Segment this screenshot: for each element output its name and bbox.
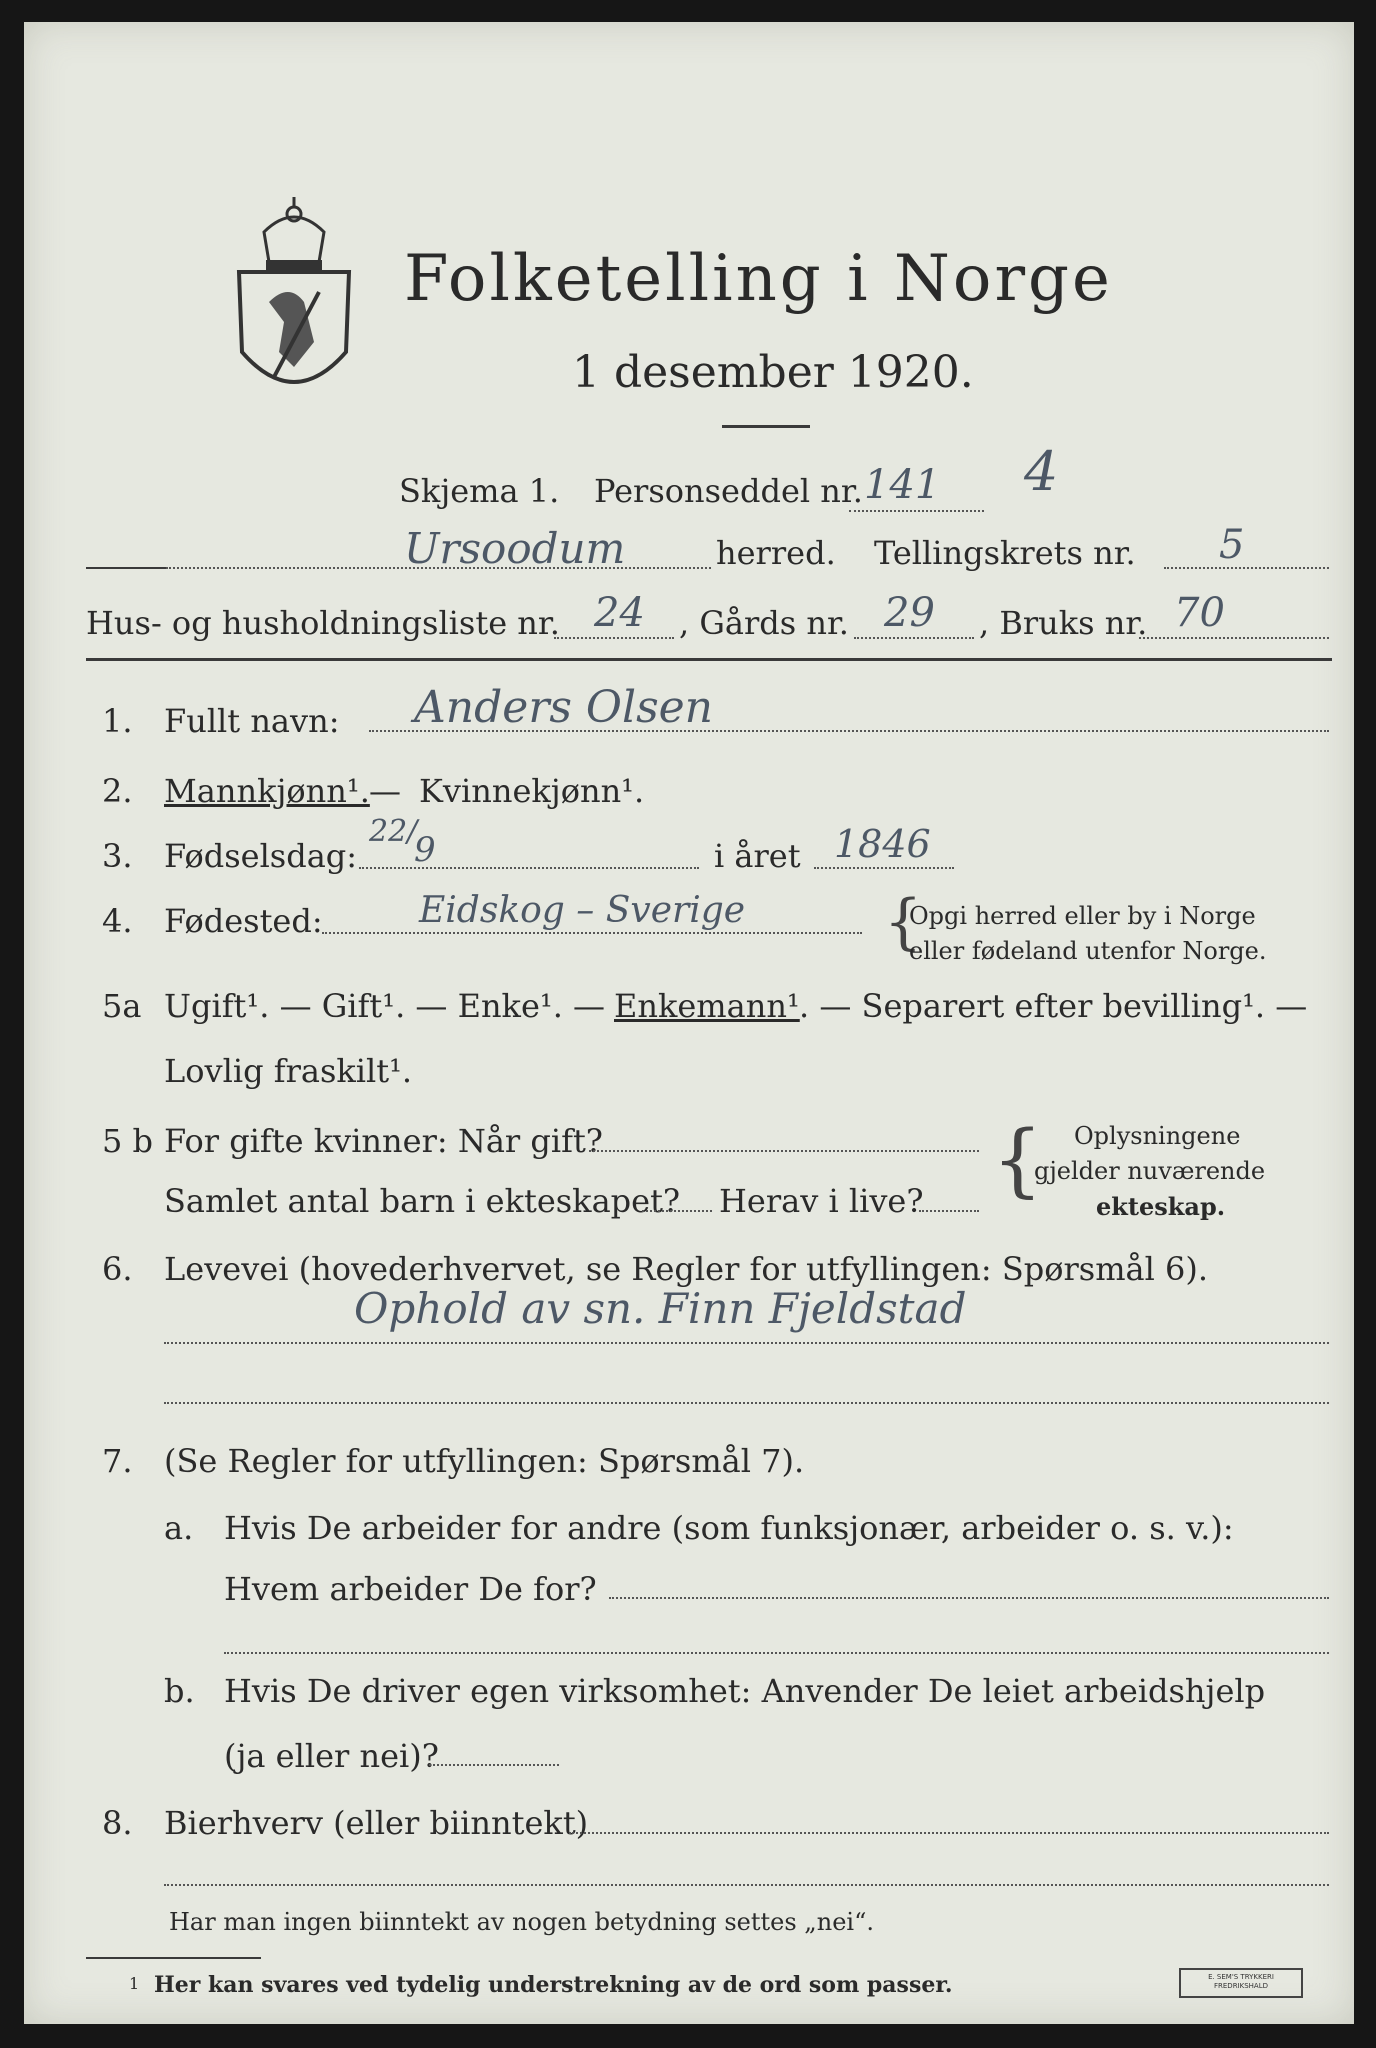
q8-field <box>569 1832 1329 1834</box>
q7b-answer-field <box>429 1764 559 1766</box>
q5a-number: 5a <box>102 987 142 1025</box>
q6-field-line1 <box>164 1342 1329 1344</box>
q5b-note-line1: Oplysningene <box>1074 1122 1241 1150</box>
title-divider <box>722 425 810 428</box>
gards-field <box>854 637 974 639</box>
personseddel-label: Personseddel nr. <box>594 472 863 510</box>
q5b-number: 5 b <box>102 1122 154 1160</box>
footnote-text: Her kan svares ved tydelig understrekning av de ord som passer. <box>154 1972 953 1998</box>
tellingskrets-field <box>1164 567 1329 569</box>
q7a-question: Hvis De arbeider for andre (som funksjonær, arbeider o. s. v.): <box>224 1509 1234 1547</box>
q3-number: 3. <box>102 837 133 875</box>
q4-note-line2: eller fødeland utenfor Norge. <box>909 937 1267 965</box>
q8-field-2 <box>164 1884 1329 1886</box>
q8-label: Bierhverv (eller biinntekt) <box>164 1804 589 1842</box>
q5b-note-line2: gjelder nuværende <box>1034 1157 1266 1185</box>
q1-label: Fullt navn: <box>164 702 340 740</box>
q2-male-option: Mannkjønn¹. <box>164 772 370 810</box>
census-form-sheet <box>24 22 1354 2024</box>
printer-stamp-line2: FREDRIKSHALD <box>1213 1982 1268 1990</box>
q7a-letter: a. <box>164 1509 194 1547</box>
q5b-alive-label: Herav i live? <box>719 1182 924 1220</box>
section-rule <box>86 658 1332 661</box>
bruks-field <box>1139 637 1329 639</box>
form-title: Folketelling i Norge <box>404 242 1113 316</box>
q5b-married-label: For gifte kvinner: Når gift? <box>164 1122 603 1160</box>
q4-number: 4. <box>102 902 133 940</box>
hus-label: Hus- og husholdningsliste nr. <box>86 604 560 642</box>
q5b-alive-field <box>919 1210 979 1212</box>
q3-year-field <box>814 867 954 869</box>
q3-day-value: 22/ <box>369 814 418 849</box>
q7b-letter: b. <box>164 1672 195 1710</box>
q7b-question: Hvis De driver egen virksomhet: Anvender De leiet arbeidshjelp <box>224 1672 1266 1710</box>
q3-label: Fødselsdag: <box>164 837 358 875</box>
q6-value: Ophold av sn. Finn Fjeldstad <box>354 1284 967 1333</box>
q2-female-option: Kvinnekjønn¹. <box>419 772 645 810</box>
hus-field <box>554 637 674 639</box>
q6-field-line2 <box>164 1402 1329 1404</box>
printer-stamp-line1: E. SEM'S TRYKKERI <box>1208 1973 1274 1981</box>
footnote-number: 1 <box>129 1974 140 1993</box>
q7-number: 7. <box>102 1442 133 1480</box>
q1-value: Anders Olsen <box>414 682 714 733</box>
q5b-children-field <box>642 1210 712 1212</box>
printer-stamp <box>1179 1968 1303 1998</box>
q6-number: 6. <box>102 1250 133 1288</box>
q4-value: Eidskog – Sverige <box>419 890 746 931</box>
skjema-label: Skjema 1. <box>399 472 560 510</box>
census-date: 1 desember 1920. <box>572 347 974 398</box>
q6-label: Levevei (hovederhvervet, se Regler for utfyllingen: Spørsmål 6). <box>164 1250 1209 1288</box>
herred-label: herred. <box>716 534 836 572</box>
personseddel-mark: 4 <box>1024 440 1059 503</box>
footnote-rule <box>86 1957 261 1959</box>
q7-label: (Se Regler for utfyllingen: Spørsmål 7). <box>164 1442 805 1480</box>
q8-number: 8. <box>102 1804 133 1842</box>
hus-value: 24 <box>594 590 645 636</box>
personseddel-field <box>849 510 984 512</box>
biinntekt-note: Har man ingen biinntekt av nogen betydning settes „nei“. <box>169 1908 874 1936</box>
gards-label: , Gårds nr. <box>679 604 849 642</box>
norwegian-coat-of-arms-icon <box>234 192 354 412</box>
q3-month-value: 9 <box>414 830 436 870</box>
gards-value: 29 <box>884 590 935 636</box>
q5b-married-field <box>589 1150 979 1152</box>
q5b-note-line3: ekteskap. <box>1096 1192 1226 1221</box>
q3-year-value: 1846 <box>834 822 931 866</box>
q1-number: 1. <box>102 702 133 740</box>
q5a-enkemann-option: Enkemann¹ <box>614 987 800 1025</box>
bruks-value: 70 <box>1174 590 1225 636</box>
q7a-employer-label: Hvem arbeider De for? <box>224 1570 597 1608</box>
q7a-employer-field <box>609 1597 1329 1599</box>
q4-field <box>322 932 862 934</box>
q4-note-line1: Opgi herred eller by i Norge <box>909 902 1256 930</box>
personseddel-value: 141 <box>864 462 941 508</box>
q3-date-field <box>359 867 699 869</box>
q7a-employer-field-2 <box>224 1652 1329 1654</box>
q5b-children-label: Samlet antal barn i ekteskapet? <box>164 1182 681 1220</box>
q5a-options: Ugift¹. — Gift¹. — Enke¹. — <box>164 987 606 1025</box>
q2-separator: — <box>369 772 401 810</box>
q5a-options-continued: . — Separert efter bevilling¹. — <box>799 987 1308 1025</box>
tellingskrets-label: Tellingskrets nr. <box>874 534 1136 572</box>
tellingskrets-value: 5 <box>1219 522 1245 568</box>
bruks-label: , Bruks nr. <box>979 604 1148 642</box>
herred-left-rule <box>86 567 166 569</box>
q2-number: 2. <box>102 772 133 810</box>
q7b-answer-label: (ja eller nei)? <box>224 1737 439 1775</box>
herred-value: Ursoodum <box>404 524 626 573</box>
q4-brace: { <box>884 887 923 957</box>
q4-label: Fødested: <box>164 902 323 940</box>
q3-year-label: i året <box>714 837 801 875</box>
q5b-brace: { <box>992 1113 1043 1206</box>
q5a-option-fraskilt: Lovlig fraskilt¹. <box>164 1052 413 1090</box>
